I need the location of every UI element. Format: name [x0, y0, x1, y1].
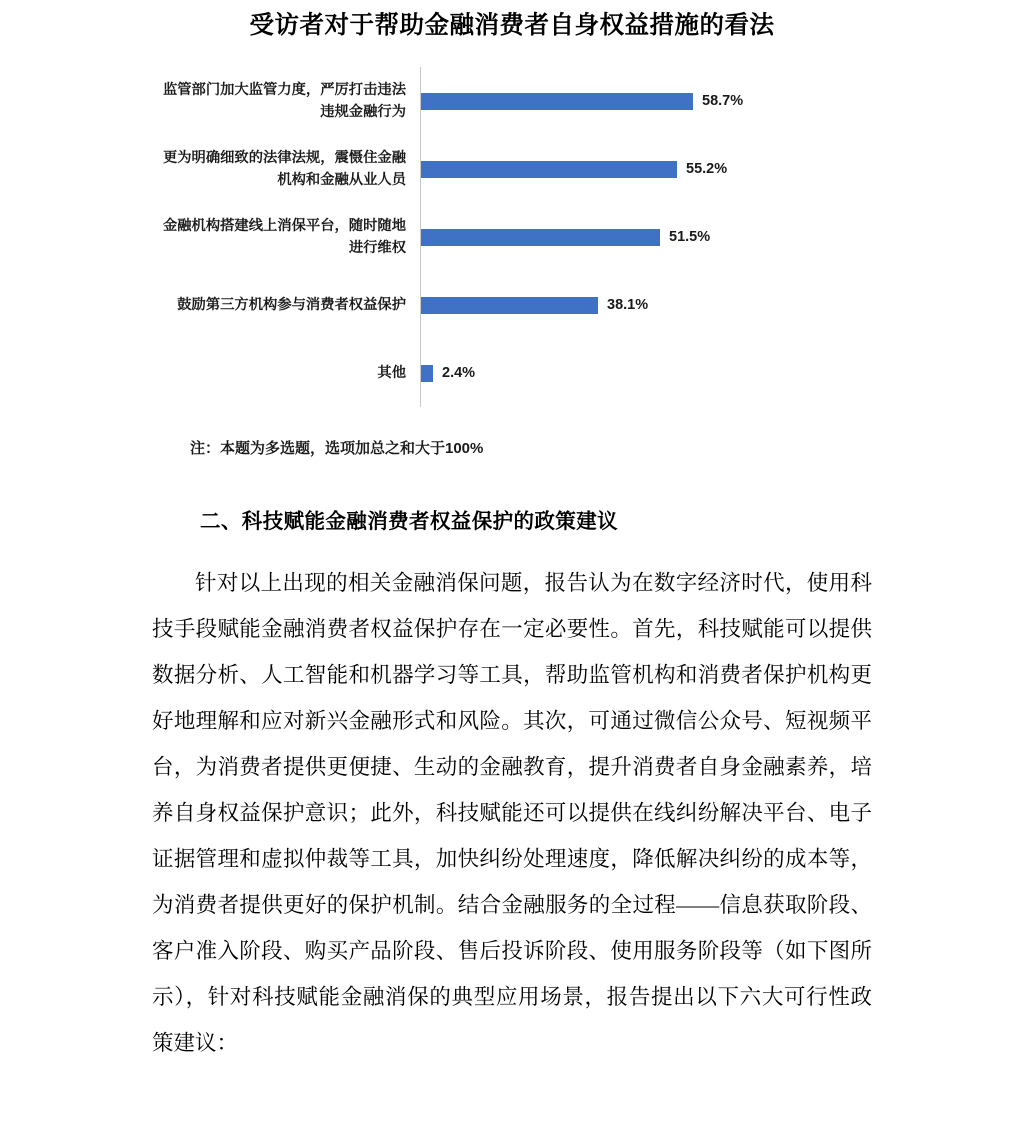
chart-bar-row	[162, 67, 862, 135]
chart-category-label: 金融机构搭建线上消保平台，随时随地进行维权	[162, 217, 406, 256]
chart-bar-track	[420, 271, 862, 339]
chart-bar-row	[162, 271, 862, 339]
section-heading: 二、科技赋能金融消费者权益保护的政策建议	[200, 510, 618, 533]
chart-bar-row	[162, 339, 862, 407]
chart-value-label: 55.2%	[686, 161, 728, 177]
chart-value-label: 2.4%	[442, 365, 476, 381]
chart-value-label: 51.5%	[669, 229, 711, 245]
chart-bar-row	[162, 203, 862, 271]
chart-bar-track	[420, 135, 862, 203]
chart-title: 受访者对于帮助金融消费者自身权益措施的看法	[249, 12, 775, 39]
chart-value-label: 38.1%	[607, 297, 649, 313]
chart-value-label: 58.7%	[702, 93, 744, 109]
chart-note: 注：本题为多选题，选项加总之和大于100%	[190, 440, 484, 457]
chart-bar-track	[420, 67, 862, 135]
chart-category-label: 鼓励第三方机构参与消费者权益保护	[177, 296, 406, 313]
chart-figure	[0, 0, 1024, 458]
chart-bar	[421, 229, 660, 246]
chart-bar	[421, 161, 677, 178]
body-paragraph: 针对以上出现的相关金融消保问题，报告认为在数字经济时代，使用科技手段赋能金融消费者权益保护存在一定必要性。首先，科技赋能可以提供数据分析、人工智能和机器学习等工具，帮助监管机构和消费者保护机构更好地理解和应对新兴金融形式和风险。其次，可通过微信公众号、短视频平台，为消费者提供更便捷、生动的金融教育，提升消费者自身金融素养，培养自身权益保护意识；此外，科技赋能还可以提供在线纠纷解决平台、电子证据管理和虚拟仲裁等工具，加快纠纷处理速度，降低解决纠纷的成本等，为消费者提供更好的保护机制。结合金融服务的全过程——信息获取阶段、客户准入阶段、购买产品阶段、售后投诉阶段、使用服务阶段等（如下图所示），针对科技赋能金融消保的典型应用场景，报告提出以下六大可行性政策建议：	[152, 571, 872, 1055]
chart-category-label: 其他	[377, 364, 406, 381]
chart-bar	[421, 297, 598, 314]
chart-bar-track	[420, 203, 862, 271]
chart-plot-area	[162, 67, 862, 407]
chart-category-label: 监管部门加大监管力度，严厉打击违法违规金融行为	[162, 81, 406, 120]
chart-bar	[421, 93, 693, 110]
chart-bar-row	[162, 135, 862, 203]
chart-category-label: 更为明确细致的法律法规，震慑住金融机构和金融从业人员	[162, 149, 406, 188]
chart-bar	[421, 365, 433, 382]
chart-bar-track	[420, 339, 862, 407]
